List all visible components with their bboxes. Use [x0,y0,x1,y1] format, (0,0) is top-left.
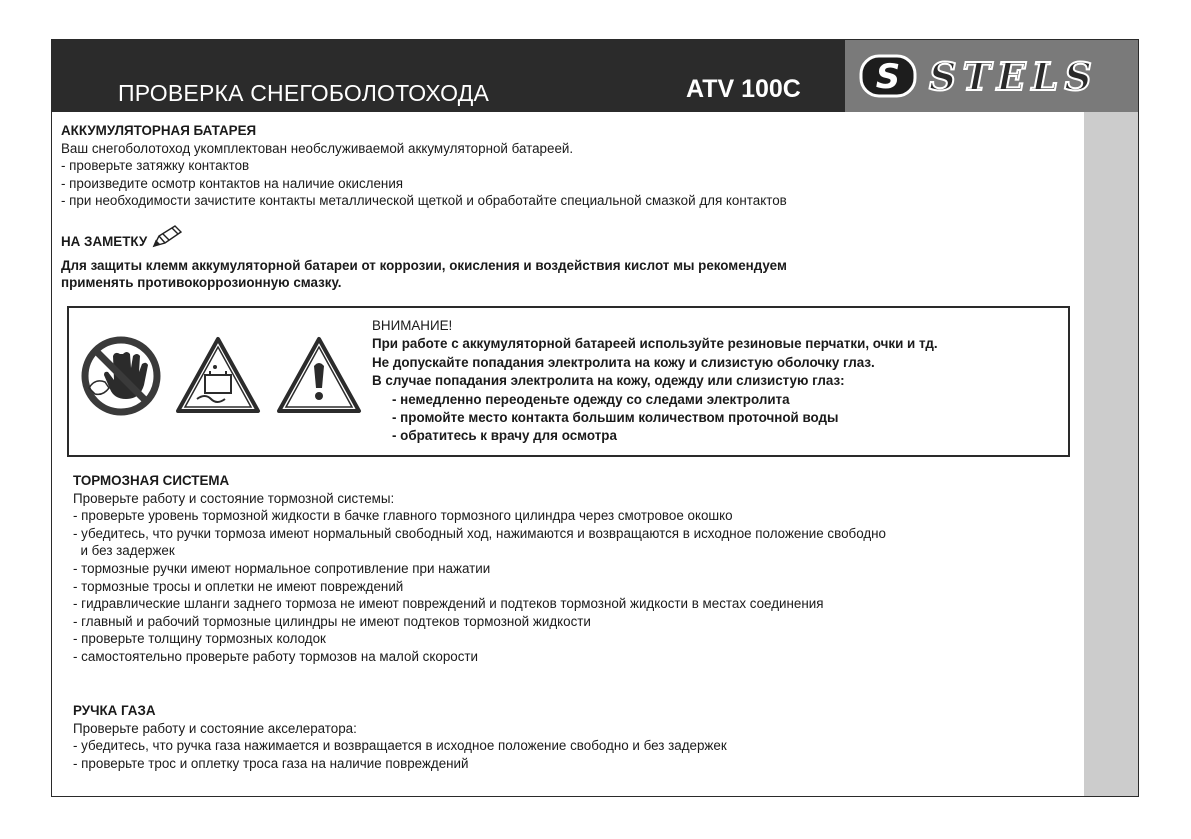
warning-sub-item: - обратитесь к врачу для осмотра [392,428,617,444]
note-line: применять противокоррозионную смазку. [61,275,342,291]
logo-letter: S [875,57,901,97]
note-line: Для защиты клемм аккумуляторной батареи от коррозии, окисления и воздействия кислот мы рекомендуем [61,257,787,273]
pencil-icon [151,224,183,255]
list-item: - проверьте затяжку контактов [61,158,250,174]
no-touch-icon [85,340,157,412]
side-strip [1084,112,1138,796]
page-title: ПРОВЕРКА СНЕГОБОЛОТОХОДА [118,80,490,106]
throttle-section [73,702,727,772]
battery-acid-warning-icon [178,339,258,411]
warning-line: При работе с аккумуляторной батареей используйте резиновые перчатки, очки и тд. [372,336,938,352]
battery-heading: АККУМУЛЯТОРНАЯ БАТАРЕЯ [61,123,257,138]
list-item: и без задержек [73,543,175,559]
throttle-intro: Проверьте работу и состояние акселератора: [73,720,357,736]
warning-text [372,317,938,446]
throttle-heading: РУЧКА ГАЗА [73,703,156,718]
battery-section [61,122,787,210]
note-heading: НА ЗАМЕТКУ [61,234,148,249]
manual-page [51,39,1139,797]
list-item: - проверьте толщину тормозных колодок [73,631,326,647]
warning-sub-item: - промойте место контакта большим количеством проточной воды [392,410,839,426]
page-header [52,40,1138,112]
warning-title: ВНИМАНИЕ! [372,318,453,333]
list-item: - самостоятельно проверьте работу тормозов на малой скорости [73,648,479,664]
list-item: - гидравлические шланги заднего тормоза не имеют повреждений и подтеков тормозной жидкости в местах соединения [73,596,824,612]
list-item: - проверьте трос и оплетку троса газа на наличие повреждений [73,755,469,771]
list-item: - главный и рабочий тормозные цилиндры не имеют подтеков тормозной жидкости [73,613,591,629]
brakes-intro: Проверьте работу и состояние тормозной системы: [73,490,395,506]
list-item: - тормозные тросы и оплетки не имеют повреждений [73,578,404,594]
list-item: - произведите осмотр контактов на наличие окисления [61,175,404,191]
note-heading-row [61,224,787,255]
brakes-heading: ТОРМОЗНАЯ СИСТЕМА [73,473,230,488]
warning-line: В случае попадания электролита на кожу, одежду или слизистую глаз: [372,373,845,389]
list-item: - тормозные ручки имеют нормальное сопротивление при нажатии [73,560,491,576]
list-item: - убедитесь, что ручка газа нажимается и возвращается в исходное положение свободно и без задержек [73,738,727,754]
stels-logo [859,50,1131,102]
warning-line: Не допускайте попадания электролита на кожу и слизистую оболочку глаз. [372,354,875,370]
model-name: ATV 100C [686,75,801,103]
logo-text: STELS [929,54,1098,99]
battery-intro: Ваш снегоболотоход укомплектован необслуживаемой аккумуляторной батареей. [61,140,574,156]
list-item: - при необходимости зачистите контакты металлической щеткой и обработайте специальной смазкой для контактов [61,193,787,209]
warning-box [67,306,1070,457]
brakes-section [73,472,886,666]
list-item: - убедитесь, что ручки тормоза имеют нормальный свободный ход, нажимаются и возвращаются в исходное положение свободно [73,525,887,541]
list-item: - проверьте уровень тормозной жидкости в бачке главного тормозного цилиндра через смотровое окошко [73,508,733,524]
exclamation-warning-icon [279,339,359,411]
warning-sub-item: - немедленно переоденьте одежду со следами электролита [392,391,790,407]
note-section [61,224,787,292]
brand-logo-area [845,40,1138,112]
warning-icons [81,332,367,429]
